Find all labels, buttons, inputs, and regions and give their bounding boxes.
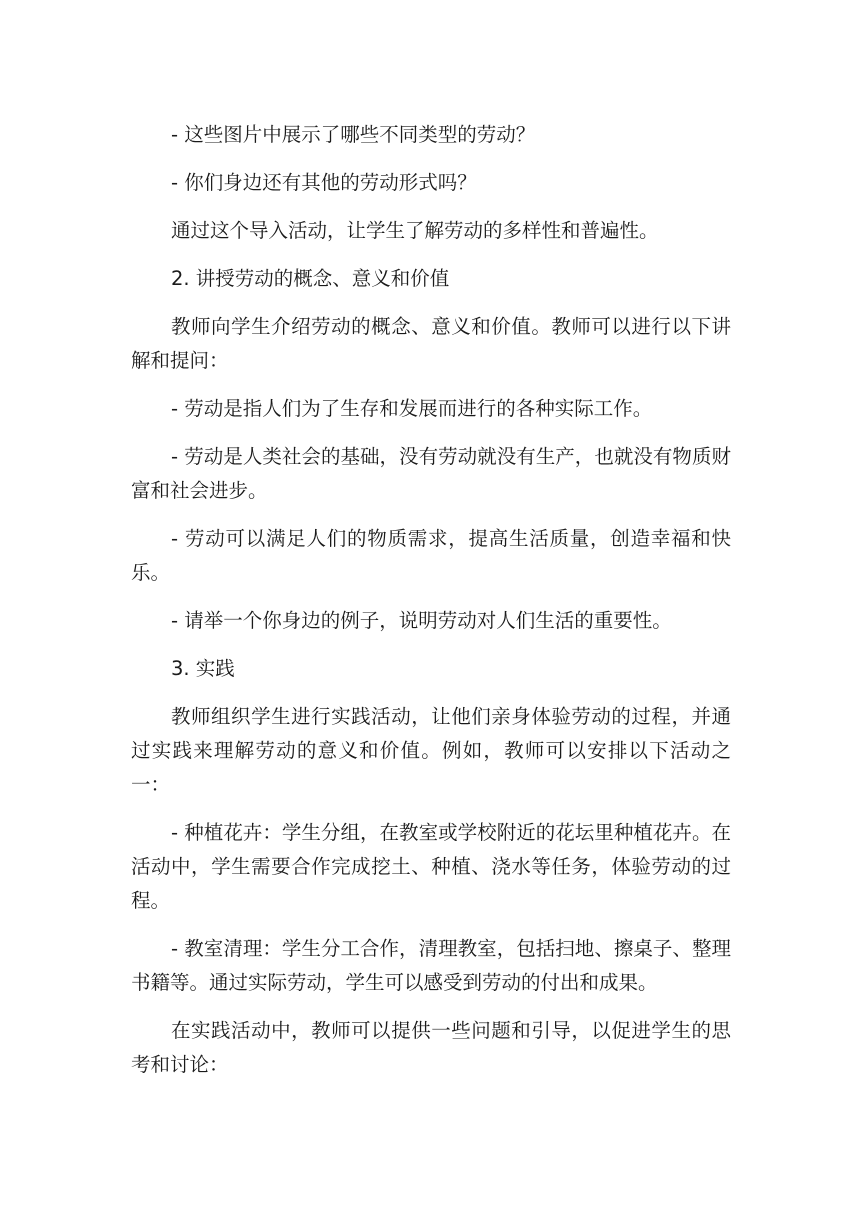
activity-item: - 教室清理：学生分工合作，清理教室，包括扫地、擦桌子、整理书籍等。通过实际劳动，学生可以感受到劳动的付出和成果。 <box>131 937 731 994</box>
document-body <box>131 112 731 1090</box>
body-paragraph: 教师向学生介绍劳动的概念、意义和价值。教师可以进行以下讲解和提问： <box>131 315 731 372</box>
bullet-item: - 劳动可以满足人们的物质需求，提高生活质量，创造幸福和快乐。 <box>131 527 731 584</box>
activity-item: - 种植花卉：学生分组，在教室或学校附近的花坛里种植花卉。在活动中，学生需要合作完成挖土、种植、浇水等任务，体验劳动的过程。 <box>131 821 731 912</box>
question-bullet: - 你们身边还有其他的劳动形式吗？ <box>171 171 477 194</box>
body-paragraph: 通过这个导入活动，让学生了解劳动的多样性和普遍性。 <box>171 219 659 242</box>
section-heading: 3. 实践 <box>171 657 235 680</box>
bullet-item: - 请举一个你身边的例子，说明劳动对人们生活的重要性。 <box>171 609 672 632</box>
question-bullet: - 这些图片中展示了哪些不同类型的劳动？ <box>171 123 536 146</box>
body-paragraph: 教师组织学生进行实践活动，让他们亲身体验劳动的过程，并通过实践来理解劳动的意义和价值。例如，教师可以安排以下活动之一： <box>131 705 731 796</box>
bullet-item: - 劳动是指人们为了生存和发展而进行的各种实际工作。 <box>171 397 653 420</box>
body-paragraph: 在实践活动中，教师可以提供一些问题和引导，以促进学生的思考和讨论： <box>131 1019 731 1076</box>
section-heading: 2. 讲授劳动的概念、意义和价值 <box>171 267 450 290</box>
bullet-item: - 劳动是人类社会的基础，没有劳动就没有生产，也就没有物质财富和社会进步。 <box>131 445 731 502</box>
